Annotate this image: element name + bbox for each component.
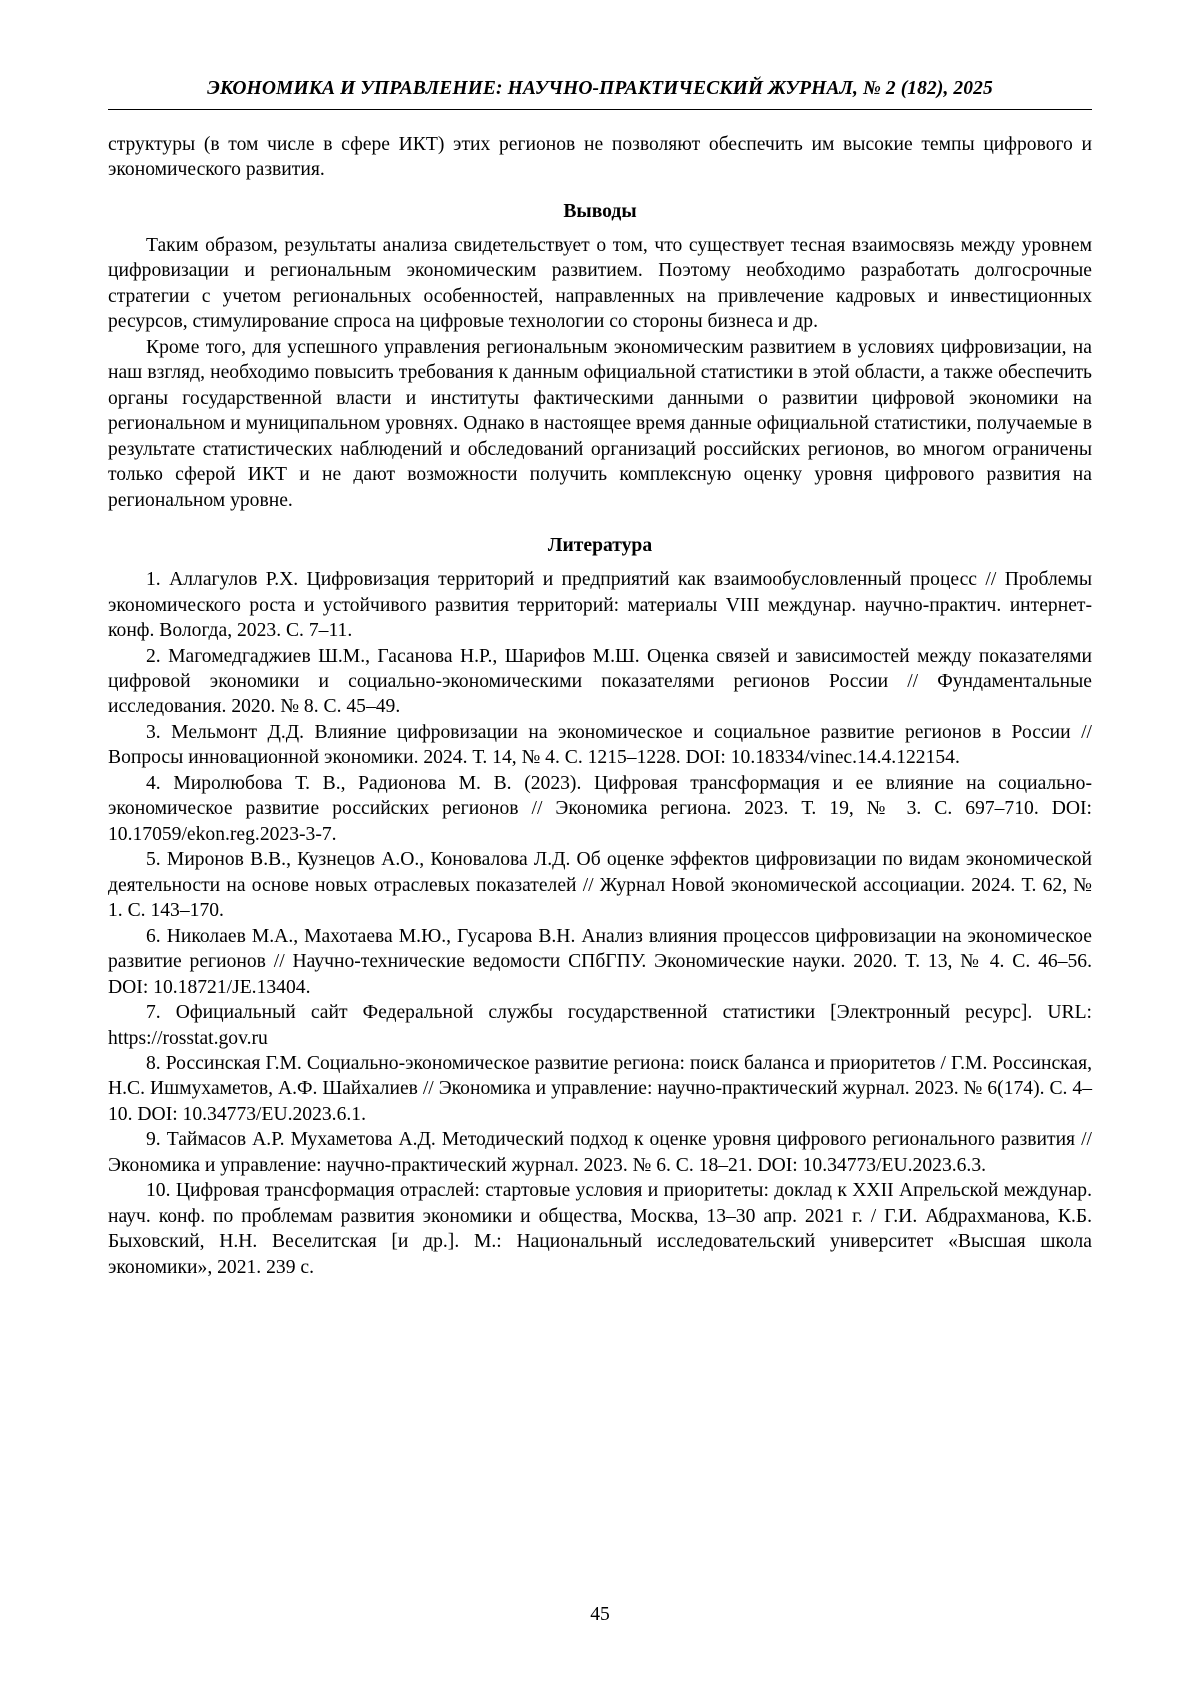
reference-item: 2. Магомедгаджиев Ш.М., Гасанова Н.Р., Шарифов М.Ш. Оценка связей и зависимостей между показателями цифровой экономики и социально-экономическими показателями регионов России // Фундаментальные исследования. 2020. № 8. С. 45–49. (108, 645, 1092, 718)
conclusion-paragraph-1: Таким образом, результаты анализа свидетельствует о том, что существует тесная взаимосвязь между уровнем цифровизации и региональным экономическим развитием. Поэтому необходимо разработать долгосрочные стратегии с учетом региональных особенностей, направленных на привлечение кадровых и инвестиционных ресурсов, стимулирование спроса на цифровые технологии со стороны бизнеса и др. (108, 234, 1092, 333)
references-heading: Литература (547, 535, 653, 557)
reference-item: 8. Россинская Г.М. Социально-экономическое развитие региона: поиск баланса и приоритетов / Г.М. Россинская, Н.С. Ишмухаметов, А.Ф. Шайхалиев // Экономика и управление: научно-практический журнал. 2023. № 6(174). С. 4–10. DOI: 10.34773/EU.2023.6.1. (108, 1053, 1092, 1125)
conclusion-paragraph-2: Кроме того, для успешного управления региональным экономическим развитием в условиях цифровизации, на наш взгляд, необходимо повысить требования к данным официальной статистики в этой области, а также обеспечить органы государственной власти и институты фактическими данными о развитии цифровой экономики на региональном и муниципальном уровнях. Однако в настоящее время данные официальной статистики, получаемые в результате статистических наблюдений и обследований организаций российских регионов, во многом ограничены только сферой ИКТ и не дают возможности получить комплексную оценку уровня цифрового развития на региональном уровне. (108, 336, 1092, 511)
continued-paragraph: структуры (в том числе в сфере ИКТ) этих регионов не позволяют обеспечить им высокие темпы цифрового и экономического развития. (108, 134, 1092, 181)
reference-item: 1. Аллагулов Р.Х. Цифровизация территорий и предприятий как взаимообусловленный процесс // Проблемы экономического роста и устойчивого развития территорий: материалы VIII междунар. научно-практич. интернет-конф. Вологда, 2023. С. 7–11. (108, 569, 1092, 642)
page-number: 45 (590, 1604, 610, 1625)
reference-item: 7. Официальный сайт Федеральной службы государственной статистики [Электронный ресурс]. URL: https://rosstat.gov.ru (108, 1002, 1092, 1049)
conclusions-heading: Выводы (563, 200, 637, 222)
reference-item: 5. Миронов В.В., Кузнецов А.О., Коновалова Л.Д. Об оценке эффектов цифровизации по видам экономической деятельности на основе новых отраслевых показателей // Журнал Новой экономической ассоциации. 2024. Т. 62, № 1. С. 143–170. (108, 849, 1092, 922)
running-header: ЭКОНОМИКА И УПРАВЛЕНИЕ: НАУЧНО-ПРАКТИЧЕСКИЙ ЖУРНАЛ, № 2 (182), 2025 (108, 78, 1092, 110)
reference-item: 3. Мельмонт Д.Д. Влияние цифровизации на экономическое и социальное развитие регионов в России // Вопросы инновационной экономики. 2024. Т. 14, № 4. С. 1215–1228. DOI: 10.18334/vinec.14.4.122154. (108, 721, 1092, 769)
reference-item: 10. Цифровая трансформация отраслей: стартовые условия и приоритеты: доклад к XXII Апрельской междунар. науч. конф. по проблемам развития экономики и общества, Москва, 13–30 апр. 2021 г. / Г.И. Абдрахманова, К.Б. Быховский, Н.Н. Веселитская [и др.]. М.: Национальный исследовательский университет «Высшая школа экономики», 2021. 239 с. (108, 1180, 1092, 1278)
references-list (108, 567, 1092, 1280)
reference-item: 4. Миролюбова Т. В., Радионова М. В. (2023). Цифровая трансформация и ее влияние на социально-экономическое развитие российских регионов // Экономика региона. 2023. Т. 19, № 3. С. 697–710. DOI: 10.17059/ekon.reg.2023-3-7. (108, 772, 1092, 845)
reference-item: 9. Таймасов А.Р. Мухаметова А.Д. Методический подход к оценке уровня цифрового регионального развития // Экономика и управление: научно-практический журнал. 2023. № 6. С. 18–21. DOI: 10.34773/EU.2023.6.3. (108, 1129, 1092, 1176)
reference-item: 6. Николаев М.А., Махотаева М.Ю., Гусарова В.Н. Анализ влияния процессов цифровизации на экономическое развитие регионов // Научно-технические ведомости СПбГПУ. Экономические науки. 2020. Т. 13, № 4. С. 46–56. DOI: 10.18721/JE.13404. (108, 925, 1092, 998)
